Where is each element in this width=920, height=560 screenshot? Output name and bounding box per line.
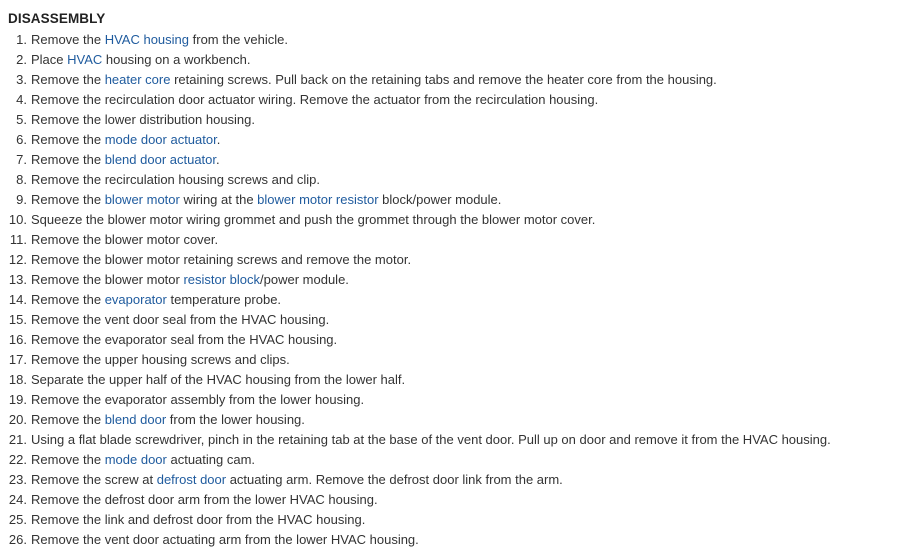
step-text: Remove the vent door seal from the HVAC housing. bbox=[31, 312, 330, 327]
step-number: 8. bbox=[16, 172, 27, 187]
step-text: Remove the screw at bbox=[31, 472, 157, 487]
step-number: 26. bbox=[8, 532, 27, 547]
step-item bbox=[8, 170, 920, 190]
steps-list bbox=[8, 30, 920, 550]
step-item bbox=[8, 50, 920, 70]
step-text: Remove the recirculation housing screws and clip. bbox=[31, 172, 321, 187]
step-number: 14. bbox=[8, 292, 27, 307]
step-number: 10. bbox=[8, 212, 27, 227]
step-number: 18. bbox=[8, 372, 27, 387]
step-item bbox=[8, 510, 920, 530]
step-text: Remove the recirculation door actuator wiring. Remove the actuator from the recirculation housing. bbox=[31, 92, 599, 107]
step-number: 3. bbox=[16, 72, 27, 87]
step-item bbox=[8, 310, 920, 330]
step-text: from the lower housing. bbox=[166, 412, 305, 427]
step-link[interactable]: blend door actuator bbox=[104, 152, 217, 167]
step-text: Remove the bbox=[31, 452, 105, 467]
step-link[interactable]: HVAC bbox=[67, 52, 103, 67]
step-text: Place bbox=[31, 52, 68, 67]
step-link[interactable]: mode door actuator bbox=[104, 132, 217, 147]
step-number: 9. bbox=[16, 192, 27, 207]
step-number: 5. bbox=[16, 112, 27, 127]
step-number: 24. bbox=[8, 492, 27, 507]
step-text: wiring at the bbox=[179, 192, 258, 207]
step-text: actuating cam. bbox=[166, 452, 256, 467]
step-text: actuating arm. Remove the defrost door link from the arm. bbox=[226, 472, 563, 487]
step-text: temperature probe. bbox=[166, 292, 282, 307]
section-heading: DISASSEMBLY bbox=[8, 11, 106, 26]
step-number: 6. bbox=[16, 132, 27, 147]
step-text: Remove the evaporator seal from the HVAC housing. bbox=[31, 332, 338, 347]
step-text: Remove the link and defrost door from the HVAC housing. bbox=[31, 512, 366, 527]
step-item bbox=[8, 110, 920, 130]
step-number: 17. bbox=[8, 352, 27, 367]
step-item bbox=[8, 30, 920, 50]
step-text: from the vehicle. bbox=[189, 32, 289, 47]
step-item bbox=[8, 470, 920, 490]
step-link[interactable]: mode door bbox=[104, 452, 167, 467]
step-text: Remove the bbox=[31, 132, 105, 147]
step-text: Remove the blower motor cover. bbox=[31, 232, 219, 247]
step-text: Squeeze the blower motor wiring grommet and push the grommet through the blower motor cover. bbox=[31, 212, 596, 227]
step-link[interactable]: blower motor resistor bbox=[257, 192, 379, 207]
step-number: 21. bbox=[8, 432, 27, 447]
step-number: 16. bbox=[8, 332, 27, 347]
step-number: 25. bbox=[8, 512, 27, 527]
step-item bbox=[8, 330, 920, 350]
step-link[interactable]: defrost door bbox=[156, 472, 227, 487]
step-text: Remove the bbox=[31, 192, 105, 207]
step-text: housing on a workbench. bbox=[102, 52, 251, 67]
step-item bbox=[8, 370, 920, 390]
step-link[interactable]: evaporator bbox=[104, 292, 167, 307]
step-text: Remove the blower motor bbox=[31, 272, 184, 287]
step-text: Remove the bbox=[31, 32, 105, 47]
step-text: /power module. bbox=[260, 272, 349, 287]
step-item bbox=[8, 410, 920, 430]
step-item bbox=[8, 490, 920, 510]
step-text: Using a flat blade screwdriver, pinch in the retaining tab at the base of the vent door. Pull up on door and remove it from the HVAC housing. bbox=[31, 432, 831, 447]
step-item bbox=[8, 390, 920, 410]
step-item bbox=[8, 250, 920, 270]
step-number: 4. bbox=[16, 92, 27, 107]
step-item bbox=[8, 210, 920, 230]
step-text: Separate the upper half of the HVAC housing from the lower half. bbox=[31, 372, 406, 387]
step-text: block/power module. bbox=[378, 192, 502, 207]
step-text: Remove the evaporator assembly from the lower housing. bbox=[31, 392, 365, 407]
step-number: 13. bbox=[8, 272, 27, 287]
step-text: Remove the blower motor retaining screws and remove the motor. bbox=[31, 252, 412, 267]
step-item bbox=[8, 450, 920, 470]
step-text: Remove the vent door actuating arm from the lower HVAC housing. bbox=[31, 532, 419, 547]
step-item bbox=[8, 270, 920, 290]
step-item bbox=[8, 530, 920, 550]
step-text: Remove the defrost door arm from the lower HVAC housing. bbox=[31, 492, 378, 507]
step-text: . bbox=[216, 152, 220, 167]
step-item bbox=[8, 290, 920, 310]
step-item bbox=[8, 70, 920, 90]
step-number: 22. bbox=[8, 452, 27, 467]
step-text: Remove the lower distribution housing. bbox=[31, 112, 256, 127]
step-link[interactable]: HVAC housing bbox=[104, 32, 190, 47]
step-text: Remove the upper housing screws and clips. bbox=[31, 352, 290, 367]
step-number: 23. bbox=[8, 472, 27, 487]
step-number: 20. bbox=[8, 412, 27, 427]
step-item bbox=[8, 230, 920, 250]
step-text: Remove the bbox=[31, 292, 105, 307]
step-number: 2. bbox=[16, 52, 27, 67]
step-item bbox=[8, 130, 920, 150]
step-text: Remove the bbox=[31, 72, 105, 87]
step-link[interactable]: resistor block bbox=[183, 272, 261, 287]
step-number: 1. bbox=[16, 32, 27, 47]
step-number: 11. bbox=[9, 232, 27, 247]
step-text: retaining screws. Pull back on the retaining tabs and remove the heater core from the housing. bbox=[170, 72, 717, 87]
step-number: 7. bbox=[16, 152, 27, 167]
step-number: 12. bbox=[8, 252, 27, 267]
step-link[interactable]: blend door bbox=[104, 412, 167, 427]
step-text: . bbox=[216, 132, 221, 147]
step-link[interactable]: blower motor bbox=[104, 192, 180, 207]
step-item bbox=[8, 350, 920, 370]
step-item bbox=[8, 150, 920, 170]
step-item bbox=[8, 90, 920, 110]
step-text: Remove the bbox=[31, 152, 105, 167]
step-item bbox=[8, 190, 920, 210]
step-number: 19. bbox=[8, 392, 27, 407]
step-item bbox=[8, 430, 920, 450]
step-link[interactable]: heater core bbox=[104, 72, 171, 87]
step-number: 15. bbox=[8, 312, 27, 327]
step-text: Remove the bbox=[31, 412, 105, 427]
